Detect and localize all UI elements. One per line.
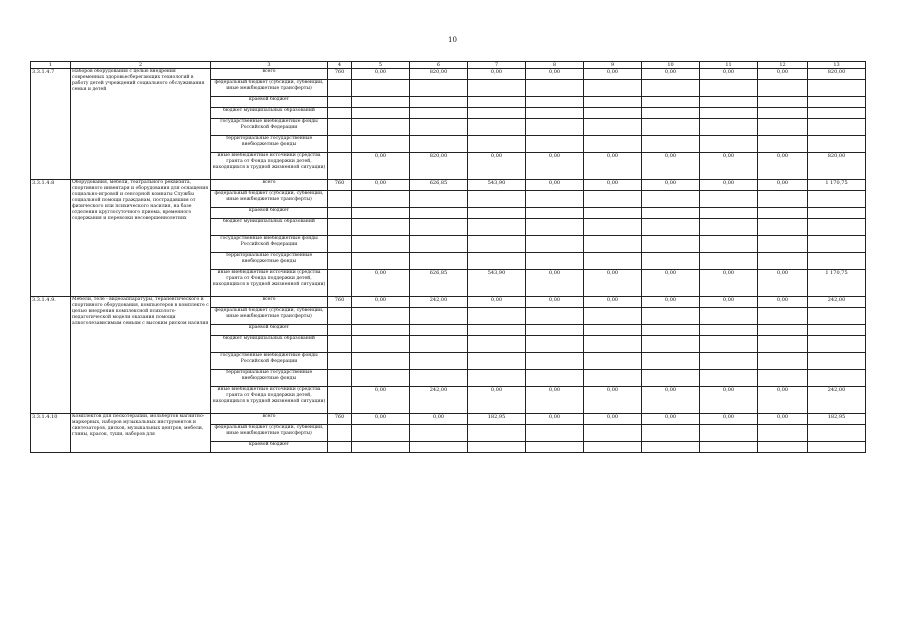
value-cell [758,442,808,453]
value-cell [642,336,700,353]
value-cell: 0,00 [700,297,758,308]
value-cell [584,308,642,325]
value-cell [642,80,700,97]
value-cell: 0,00 [642,270,700,297]
value-cell: 182,95 [468,414,526,425]
funding-source: территориальные государственные внебюджетные фонды [211,370,328,387]
value-cell [352,208,410,219]
budget-code-cell [328,219,352,236]
value-cell [526,208,584,219]
value-cell: 0,00 [642,69,700,80]
value-cell [352,353,410,370]
budget-code-cell: 760 [328,414,352,425]
value-cell [642,442,700,453]
value-cell [584,336,642,353]
value-cell [352,236,410,253]
funding-source: бюджет муниципальных образований [211,336,328,353]
column-header: 11 [700,62,758,69]
value-cell [642,370,700,387]
value-cell [758,97,808,108]
value-cell [468,219,526,236]
value-cell: 0,00 [642,414,700,425]
value-cell [526,336,584,353]
funding-source: федеральный бюджет (субсидии, субвенции, иные межбюджетные трансферты) [211,425,328,442]
value-cell [584,97,642,108]
value-cell: 0,00 [526,153,584,180]
value-cell [700,97,758,108]
header-row [31,62,866,69]
value-cell [808,191,866,208]
funding-source: федеральный бюджет (субсидии, субвенции, иные межбюджетные трансферты) [211,308,328,325]
value-cell: 0,00 [352,414,410,425]
value-cell [758,253,808,270]
value-cell [468,119,526,136]
funding-source: бюджет муниципальных образований [211,108,328,119]
value-cell [410,191,468,208]
value-cell [584,191,642,208]
value-cell [808,219,866,236]
value-cell: 0,00 [584,387,642,414]
value-cell: 242,00 [410,387,468,414]
funding-source: государственные внебюджетные фонды Российской Федерации [211,353,328,370]
budget-code-cell [328,191,352,208]
column-header: 4 [328,62,352,69]
budget-code-cell [328,97,352,108]
value-cell: 0,00 [700,69,758,80]
funding-source: иные внебюджетные источники (средства гранта от Фонда поддержки детей, находящихся в трудной жизненной ситуации) [211,387,328,414]
column-header: 8 [526,62,584,69]
value-cell [584,208,642,219]
budget-code-cell [328,442,352,453]
value-cell [526,370,584,387]
value-cell [468,108,526,119]
value-cell: 0,00 [410,414,468,425]
value-cell: 1 170,75 [808,270,866,297]
budget-code-cell [328,425,352,442]
value-cell [526,97,584,108]
value-cell [642,353,700,370]
value-cell [410,108,468,119]
item-code: 3.3.1.4.8 [31,180,71,297]
value-cell [808,442,866,453]
value-cell [352,308,410,325]
value-cell [352,219,410,236]
value-cell: 0,00 [584,297,642,308]
value-cell [584,136,642,153]
value-cell [642,97,700,108]
value-cell [808,325,866,336]
value-cell: 0,00 [352,180,410,191]
value-cell [526,80,584,97]
value-cell: 0,00 [352,297,410,308]
value-cell [642,219,700,236]
budget-code-cell [328,370,352,387]
column-header: 12 [758,62,808,69]
value-cell [584,370,642,387]
budget-code-cell [328,308,352,325]
value-cell: 0,00 [758,387,808,414]
item-name: Мебели, теле - видеоаппаратуры, терапевтического и спортивного оборудования, компьютеров в комплекте с целью внедрения комплексной психолого-педагогической модели оказания помощи алкоголезависимым семьям с высоким риском насилия [71,297,211,414]
value-cell [468,442,526,453]
budget-code-cell: 760 [328,297,352,308]
value-cell [410,136,468,153]
value-cell [642,208,700,219]
funding-source: всего [211,414,328,425]
value-cell [352,108,410,119]
value-cell [808,370,866,387]
value-cell [352,119,410,136]
value-cell [758,219,808,236]
value-cell: 0,00 [584,153,642,180]
item-name: Оборудования, мебели, театрального реквизита, спортивного инвентаря и оборудования для оснащения социально-игровой и сенсорной комнаты Службы социальной помощи гражданам, пострадавшим от физического или психического насилия, на базе отделения круглосуточного приема, временного содержания и перевозки несовершеннолетних [71,180,211,297]
value-cell: 0,00 [468,387,526,414]
column-header: 6 [410,62,468,69]
value-cell [410,236,468,253]
value-cell: 242,00 [808,387,866,414]
value-cell: 0,00 [700,153,758,180]
value-cell [642,136,700,153]
funding-source: краевой бюджет [211,442,328,453]
value-cell [410,80,468,97]
value-cell [468,253,526,270]
value-cell: 820,00 [410,153,468,180]
value-cell [526,191,584,208]
value-cell [700,370,758,387]
funding-source: территориальные государственные внебюджетные фонды [211,136,328,153]
value-cell [352,80,410,97]
value-cell [700,425,758,442]
value-cell [808,353,866,370]
value-cell [642,425,700,442]
funding-source: иные внебюджетные источники (средства гранта от Фонда поддержки детей, находящихся в трудной жизненной ситуации) [211,153,328,180]
value-cell [352,136,410,153]
funding-source: государственные внебюджетные фонды Российской Федерации [211,236,328,253]
funding-source: краевой бюджет [211,325,328,336]
value-cell [808,119,866,136]
budget-code-cell [328,136,352,153]
value-cell [808,253,866,270]
value-cell [468,191,526,208]
value-cell [700,236,758,253]
value-cell: 543,90 [468,270,526,297]
value-cell: 0,00 [758,153,808,180]
value-cell: 0,00 [526,414,584,425]
value-cell [642,119,700,136]
value-cell [700,353,758,370]
value-cell: 0,00 [584,270,642,297]
value-cell: 0,00 [468,153,526,180]
value-cell: 0,00 [758,270,808,297]
budget-code-cell [328,387,352,414]
value-cell [808,136,866,153]
value-cell: 0,00 [352,387,410,414]
value-cell [526,253,584,270]
value-cell [526,442,584,453]
value-cell [468,325,526,336]
value-cell [410,353,468,370]
value-cell: 0,00 [758,69,808,80]
value-cell: 0,00 [642,297,700,308]
funding-source: территориальные государственные внебюджетные фонды [211,253,328,270]
funding-source: федеральный бюджет (субсидии, субвенции, иные межбюджетные трансферты) [211,191,328,208]
value-cell: 0,00 [584,69,642,80]
value-cell [700,80,758,97]
value-cell: 0,00 [526,180,584,191]
budget-code-cell [328,325,352,336]
value-cell [758,353,808,370]
value-cell: 242,00 [808,297,866,308]
value-cell: 626,85 [410,180,468,191]
value-cell [468,97,526,108]
value-cell [758,208,808,219]
value-cell [410,97,468,108]
value-cell [468,308,526,325]
value-cell: 0,00 [642,387,700,414]
column-header: 5 [352,62,410,69]
value-cell: 543,90 [468,180,526,191]
item-code: 3.3.1.4.7 [31,69,71,180]
value-cell [758,80,808,97]
table-row [31,414,866,425]
value-cell [526,353,584,370]
value-cell: 0,00 [642,180,700,191]
value-cell: 0,00 [700,414,758,425]
value-cell [526,425,584,442]
value-cell [352,336,410,353]
value-cell [410,119,468,136]
value-cell [642,191,700,208]
table-row [31,180,866,191]
budget-code-cell [328,208,352,219]
value-cell: 0,00 [352,69,410,80]
value-cell [584,353,642,370]
value-cell [410,442,468,453]
budget-code-cell [328,336,352,353]
value-cell [808,425,866,442]
budget-code-cell [328,108,352,119]
value-cell [584,80,642,97]
value-cell: 820,00 [410,69,468,80]
value-cell [642,253,700,270]
value-cell [584,108,642,119]
value-cell [642,325,700,336]
column-header: 13 [808,62,866,69]
budget-code-cell [328,153,352,180]
value-cell [808,97,866,108]
value-cell: 0,00 [584,180,642,191]
value-cell [700,308,758,325]
value-cell [352,442,410,453]
value-cell [410,219,468,236]
funding-source: бюджет муниципальных образований [211,219,328,236]
value-cell [584,425,642,442]
funding-source: иные внебюджетные источники (средства гранта от Фонда поддержки детей, находящихся в трудной жизненной ситуации) [211,270,328,297]
value-cell [584,219,642,236]
value-cell [808,236,866,253]
value-cell [758,236,808,253]
value-cell [526,308,584,325]
value-cell: 0,00 [352,153,410,180]
value-cell [758,108,808,119]
value-cell [584,236,642,253]
column-header: 3 [211,62,328,69]
value-cell [700,208,758,219]
value-cell [700,191,758,208]
value-cell [642,108,700,119]
funding-source: федеральный бюджет (субсидии, субвенции, иные межбюджетные трансферты) [211,80,328,97]
value-cell [352,425,410,442]
value-cell [808,80,866,97]
value-cell [410,370,468,387]
value-cell: 0,00 [700,387,758,414]
value-cell: 0,00 [352,270,410,297]
value-cell [758,136,808,153]
value-cell: 242,00 [410,297,468,308]
value-cell [642,308,700,325]
value-cell [700,108,758,119]
funding-source: краевой бюджет [211,97,328,108]
value-cell: 0,00 [700,270,758,297]
value-cell [410,336,468,353]
value-cell [700,336,758,353]
column-header: 10 [642,62,700,69]
value-cell [700,136,758,153]
item-code: 3.3.1.4.9. [31,297,71,414]
value-cell [700,325,758,336]
value-cell [468,353,526,370]
value-cell [468,208,526,219]
budget-code-cell [328,119,352,136]
column-header: 9 [584,62,642,69]
budget-code-cell [328,253,352,270]
value-cell [410,253,468,270]
table-row [31,69,866,80]
value-cell [758,370,808,387]
value-cell [584,442,642,453]
value-cell [410,208,468,219]
value-cell [526,325,584,336]
value-cell [758,191,808,208]
value-cell: 0,00 [526,297,584,308]
item-code: 3.3.1.4.10 [31,414,71,453]
value-cell: 820,00 [808,153,866,180]
value-cell [410,425,468,442]
value-cell [410,325,468,336]
value-cell [468,80,526,97]
item-name: Наборов оборудования с целью внедрения современных здоровьесберегающих технологий в работу детей учреждений социального обслуживания семьи и детей [71,69,211,180]
value-cell: 0,00 [468,297,526,308]
item-name: Комплектов для пескотерапии, мольбертов магнитно-маркерных, наборов музыкальных инструментов и синтезаторов, дисков, музыкальных центров, мебели, глины, красок, туши, наборов для [71,414,211,453]
value-cell [468,370,526,387]
value-cell [526,108,584,119]
value-cell: 0,00 [642,153,700,180]
value-cell [700,442,758,453]
value-cell [584,253,642,270]
funding-source: краевой бюджет [211,208,328,219]
value-cell [758,336,808,353]
value-cell: 0,00 [758,297,808,308]
funding-source: всего [211,297,328,308]
value-cell [700,119,758,136]
value-cell [352,370,410,387]
value-cell [700,253,758,270]
budget-code-cell: 760 [328,180,352,191]
value-cell [526,136,584,153]
table-row [31,297,866,308]
funding-source: всего [211,180,328,191]
value-cell [584,119,642,136]
value-cell: 820,00 [808,69,866,80]
value-cell [526,119,584,136]
value-cell [642,236,700,253]
value-cell: 1 170,75 [808,180,866,191]
value-cell [808,108,866,119]
budget-table [30,61,866,453]
value-cell: 0,00 [758,414,808,425]
value-cell [758,425,808,442]
budget-code-cell: 760 [328,69,352,80]
value-cell [584,325,642,336]
value-cell: 0,00 [526,270,584,297]
value-cell [758,308,808,325]
column-header: 1 [31,62,71,69]
value-cell [808,336,866,353]
value-cell [352,325,410,336]
budget-code-cell [328,353,352,370]
value-cell: 182,95 [808,414,866,425]
funding-source: государственные внебюджетные фонды Российской Федерации [211,119,328,136]
value-cell [468,425,526,442]
value-cell: 0,00 [526,69,584,80]
funding-source: всего [211,69,328,80]
value-cell: 0,00 [758,180,808,191]
value-cell [352,191,410,208]
value-cell [808,208,866,219]
column-header: 7 [468,62,526,69]
value-cell: 0,00 [468,69,526,80]
value-cell: 0,00 [584,414,642,425]
value-cell [352,253,410,270]
budget-code-cell [328,270,352,297]
budget-code-cell [328,80,352,97]
value-cell [526,219,584,236]
value-cell: 0,00 [526,387,584,414]
value-cell [758,119,808,136]
value-cell: 626,85 [410,270,468,297]
value-cell [410,308,468,325]
value-cell: 0,00 [700,180,758,191]
value-cell [468,336,526,353]
value-cell [468,236,526,253]
value-cell [352,97,410,108]
column-header: 2 [71,62,211,69]
budget-code-cell [328,236,352,253]
value-cell [526,236,584,253]
page-number: 10 [448,36,457,44]
value-cell [468,136,526,153]
value-cell [758,325,808,336]
value-cell [700,219,758,236]
value-cell [808,308,866,325]
